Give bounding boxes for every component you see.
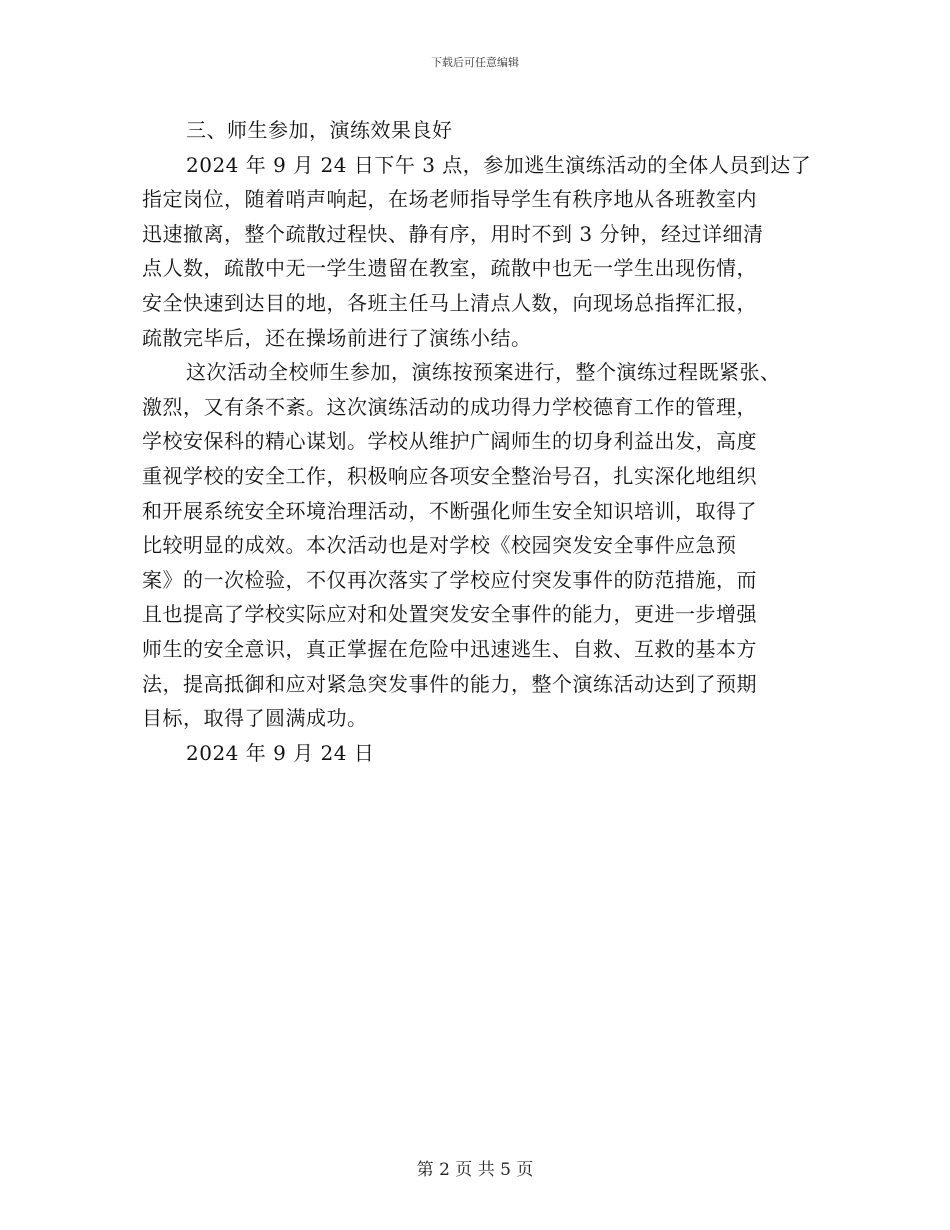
paragraph-line: 学校安保科的精心谋划。学校从维护广阔师生的切身利益出发，高度 <box>142 429 757 454</box>
paragraph-line: 点人数，疏散中无一学生遗留在教室，疏散中也无一学生出现伤情， <box>142 256 757 281</box>
document-date: 2024 年 9 月 24 日 <box>186 740 375 765</box>
paragraph-line: 安全快速到达目的地，各班主任马上清点人数，向现场总指挥汇报， <box>142 290 757 315</box>
paragraph-line: 法，提高抵御和应对紧急突发事件的能力，整个演练活动达到了预期 <box>142 671 757 696</box>
section-heading: 三、师生参加，演练效果良好 <box>186 118 453 142</box>
document-body <box>142 113 812 770</box>
paragraph-line: 案》的一次检验，不仅再次落实了学校应付突发事件的防范措施，而 <box>142 567 757 592</box>
paragraph-line: 比较明显的成效。本次活动也是对学校《校园突发安全事件应急预 <box>142 533 737 558</box>
paragraph-line: 且也提高了学校实际应对和处置突发安全事件的能力，更进一步增强 <box>142 602 757 627</box>
paragraph-line: 和开展系统安全环境治理活动，不断强化师生安全知识培训，取得了 <box>142 498 757 523</box>
paragraph-line: 疏散完毕后，还在操场前进行了演练小结。 <box>142 325 532 350</box>
paragraph-line: 重视学校的安全工作，积极响应各项安全整治号召，扎实深化地组织 <box>142 463 757 488</box>
paragraph-line: 2024 年 9 月 24 日下午 3 点，参加逃生演练活动的全体人员到达了 <box>186 152 812 177</box>
paragraph-line: 师生的安全意识，真正掌握在危险中迅速逃生、自救、互救的基本方 <box>142 636 757 661</box>
paragraph-line: 激烈，又有条不紊。这次演练活动的成功得力学校德育工作的管理， <box>142 394 757 419</box>
paragraph-line: 这次活动全校师生参加，演练按预案进行，整个演练过程既紧张、 <box>186 360 781 385</box>
paragraph-line: 目标，取得了圆满成功。 <box>142 706 368 731</box>
paragraph-line: 迅速撤离，整个疏散过程快、静有序，用时不到 3 分钟，经过详细清 <box>142 221 764 246</box>
paragraph-line: 指定岗位，随着哨声响起，在场老师指导学生有秩序地从各班教室内 <box>142 187 757 212</box>
page-number: 第 2 页 共 5 页 <box>416 1160 534 1180</box>
header-note: 下载后可任意编辑 <box>431 56 519 69</box>
